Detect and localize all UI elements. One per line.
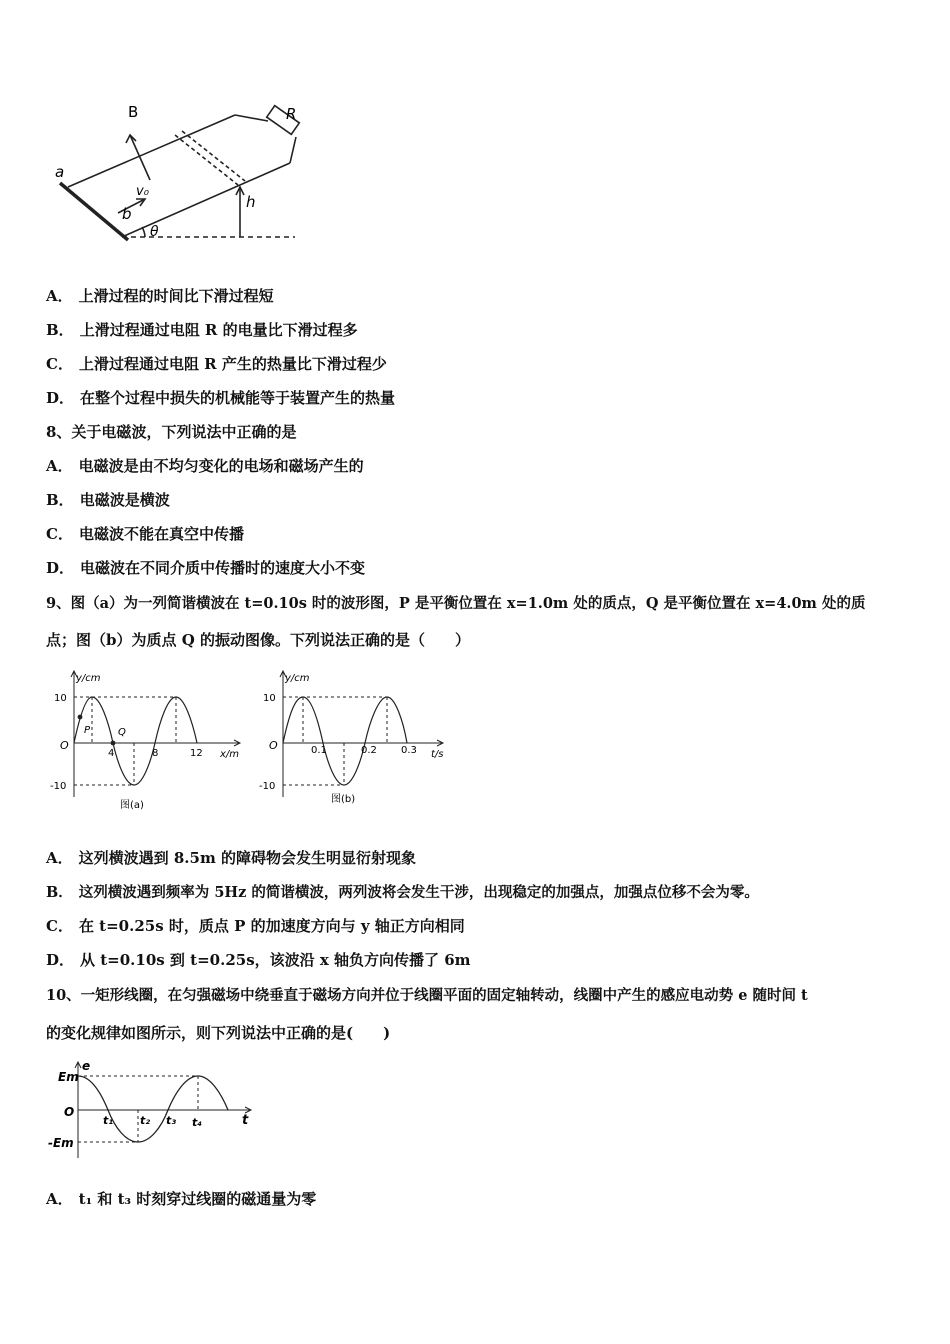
- emf-time-figure: [46, 1058, 266, 1163]
- label-h: h: [246, 193, 256, 211]
- fig-b-xlabel: t/s: [431, 749, 444, 760]
- fig-b-ylabel: y/cm: [285, 673, 310, 684]
- fig-b-origin: O: [269, 739, 278, 752]
- fig-b-caption: 图(b): [331, 794, 356, 805]
- q7-option-a: A． 上滑过程的时间比下滑过程短: [46, 287, 274, 305]
- q10-stem-line1: 10、一矩形线圈，在匀强磁场中绕垂直于磁场方向并位于线圈平面的固定轴转动，线圈中产生的感应电动势 e 随时间 t: [46, 987, 808, 1004]
- q9-option-c: C． 在 t=0.25s 时，质点 P 的加速度方向与 y 轴正方向相同: [46, 917, 465, 935]
- label-a: a: [55, 163, 65, 181]
- label-v0: v₀: [136, 184, 149, 199]
- fig-e-t1: t₁: [103, 1114, 114, 1127]
- q8-option-d: D． 电磁波在不同介质中传播时的速度大小不变: [46, 559, 366, 577]
- q10-option-a: A． t₁ 和 t₃ 时刻穿过线圈的磁通量为零: [46, 1190, 317, 1208]
- fig-b-xtick-01: 0.1: [311, 745, 327, 756]
- inclined-rail-figure: [50, 95, 310, 250]
- q9-option-d: D． 从 t=0.10s 到 t=0.25s，该波沿 x 轴负方向传播了 6m: [46, 951, 471, 969]
- fig-a-ytick-10: 10: [54, 693, 67, 704]
- fig-a-origin: O: [60, 739, 69, 752]
- fig-e-t4: t₄: [192, 1116, 203, 1129]
- q7-option-b: B． 上滑过程通过电阻 R 的电量比下滑过程多: [46, 321, 358, 339]
- fig-e-neg-em: -Em: [48, 1136, 74, 1150]
- point-p: [78, 715, 83, 720]
- q9-option-b: B． 这列横波遇到频率为 5Hz 的简谐横波，两列波将会发生干涉，出现稳定的加强点，加强点位移不会为零。: [46, 884, 759, 901]
- fig-a-caption: 图(a): [120, 800, 144, 811]
- fig-b-ytick-10: 10: [263, 693, 276, 704]
- q8-option-c: C． 电磁波不能在真空中传播: [46, 525, 244, 543]
- fig-e-t3: t₃: [166, 1114, 177, 1127]
- fig-a-xtick-12: 12: [190, 748, 203, 759]
- fig-b-xtick-02: 0.2: [361, 745, 377, 756]
- fig-b-xtick-03: 0.3: [401, 745, 417, 756]
- fig-e-xlabel: t: [242, 1113, 249, 1128]
- fig-e-origin: O: [64, 1105, 75, 1119]
- fig-a-label-p: P: [84, 725, 91, 736]
- label-theta: θ: [150, 224, 159, 240]
- fig-a-xlabel: x/m: [220, 749, 240, 760]
- fig-b-ytick-neg10: -10: [259, 781, 276, 792]
- fig-a-ytick-neg10: -10: [50, 781, 67, 792]
- q8-stem: 8、关于电磁波，下列说法中正确的是: [46, 423, 297, 441]
- fig-a-label-q: Q: [118, 727, 126, 738]
- fig-a-xtick-4: 4: [108, 748, 115, 759]
- q10-stem-line2: 的变化规律如图所示，则下列说法中正确的是( ): [46, 1024, 391, 1042]
- label-b: b: [122, 205, 132, 223]
- wave-figure-a: [42, 665, 252, 815]
- fig-e-t2: t₂: [140, 1114, 151, 1127]
- label-B: B: [128, 103, 139, 121]
- q9-option-a: A． 这列横波遇到 8.5m 的障碍物会发生明显衍射现象: [46, 849, 417, 867]
- label-R: R: [286, 105, 297, 123]
- q8-option-b: B． 电磁波是横波: [46, 491, 170, 509]
- fig-e-ylabel: e: [82, 1059, 91, 1073]
- point-q: [111, 741, 116, 746]
- vibration-figure-b: [255, 665, 455, 815]
- q7-option-c: C． 上滑过程通过电阻 R 产生的热量比下滑过程少: [46, 355, 387, 373]
- q9-stem-line1: 9、图（a）为一列简谐横波在 t=0.10s 时的波形图，P 是平衡位置在 x=1.0m 处的质点，Q 是平衡位置在 x=4.0m 处的质: [46, 595, 866, 612]
- q7-option-d: D． 在整个过程中损失的机械能等于装置产生的热量: [46, 389, 396, 407]
- fig-e-em: Em: [58, 1070, 79, 1084]
- fig-a-ylabel: y/cm: [76, 673, 101, 684]
- fig-a-xtick-8: 8: [152, 748, 159, 759]
- q8-option-a: A． 电磁波是由不均匀变化的电场和磁场产生的: [46, 457, 364, 475]
- q9-stem-line2: 点；图（b）为质点 Q 的振动图像。下列说法正确的是（ ）: [46, 631, 471, 649]
